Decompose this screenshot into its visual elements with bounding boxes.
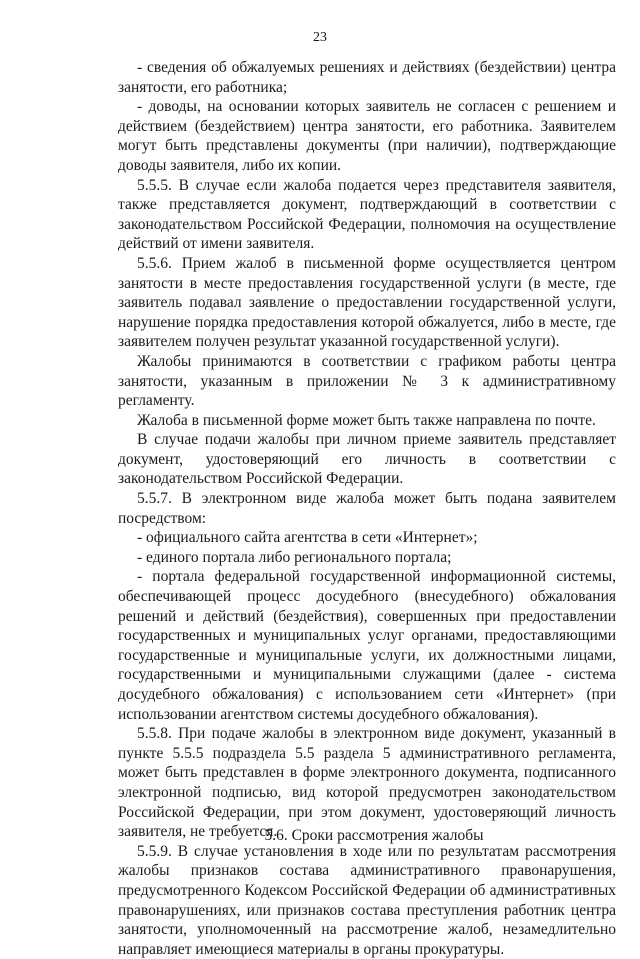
- list-item-official-site: - официального сайта агентства в сети «Интернет»;: [137, 529, 478, 547]
- section-title: 5.6. Сроки рассмотрения жалобы: [264, 827, 484, 844]
- page-number: 23: [313, 30, 327, 45]
- paragraph-5-5-7: 5.5.7. В электронном виде жалоба может быть подана заявителем посредством:: [118, 490, 616, 527]
- paragraph-5-5-6: 5.5.6. Прием жалоб в письменной форме осуществляется центром занятости в месте предоставления государственной услуги (в месте, где заявитель подавал заявление о предоставлении государственной услуги, нарушение порядка предоставления которой обжалуется, либо в месте, где заявителем получен результат указанной государственной услуги).: [118, 254, 616, 351]
- paragraph-schedule: Жалобы принимаются в соответствии с графиком работы центра занятости, указанным в приложении № 3 к административному регламенту.: [118, 352, 616, 410]
- list-item-federal-portal: - портала федеральной государственной информационной системы, обеспечивающей процесс досудебного (внесудебного) обжалования решений и действий (бездействия), совершенных при предоставлении государственных и муниципальных услуг органами, предоставляющими государственные и муниципальные услуги, их должностными лицами, государственными и муниципальными служащими (далее - система досудебного обжалования) с использованием сети «Интернет» (при использовании агентством системы досудебного обжалования).: [118, 568, 616, 723]
- paragraph-5-5-8: 5.5.8. При подаче жалобы в электронном виде документ, указанный в пункте 5.5.5 подраздела 5.5 раздела 5 административного регламента, может быть представлен в форме электронного документа, подписанного электронной подписью, вид которой предусмотрен законодательством Российской Федерации, при этом документ, удостоверяющий личность заявителя, не требуется.: [118, 725, 616, 841]
- paragraph-complaint-info: - сведения об обжалуемых решениях и действиях (бездействии) центра занятости, его работника;: [118, 59, 616, 96]
- document-body: [118, 58, 616, 959]
- paragraph-arguments: - доводы, на основании которых заявитель не согласен с решением и действием (бездействием) центра занятости, его работника. Заявителем могут быть представлены документы (при наличии), подтверждающие доводы заявителя, либо их копии.: [118, 98, 616, 174]
- paragraph-5-5-9: 5.5.9. В случае установления в ходе или по результатам рассмотрения жалобы признаков состава административного правонарушения, предусмотренного Кодексом Российской Федерации об административных правонарушениях, или признаков состава преступления работник центра занятости, уполномоченный на рассмотрение жалоб, незамедлительно направляет имеющиеся материалы в органы прокуратуры.: [118, 842, 616, 958]
- list-item-unified-portal: - единого портала либо регионального портала;: [137, 548, 452, 566]
- paragraph-mail: Жалоба в письменной форме может быть также направлена по почте.: [137, 411, 596, 429]
- paragraph-personal-reception: В случае подачи жалобы при личном приеме заявитель представляет документ, удостоверяющий его личность в соответствии с законодательством Российской Федерации.: [118, 431, 616, 488]
- paragraph-5-5-5: 5.5.5. В случае если жалоба подается через представителя заявителя, также представляется документ, подтверждающий в соответствии с законодательством Российской Федерации, полномочия на осуществление действий от имени заявителя.: [118, 176, 616, 253]
